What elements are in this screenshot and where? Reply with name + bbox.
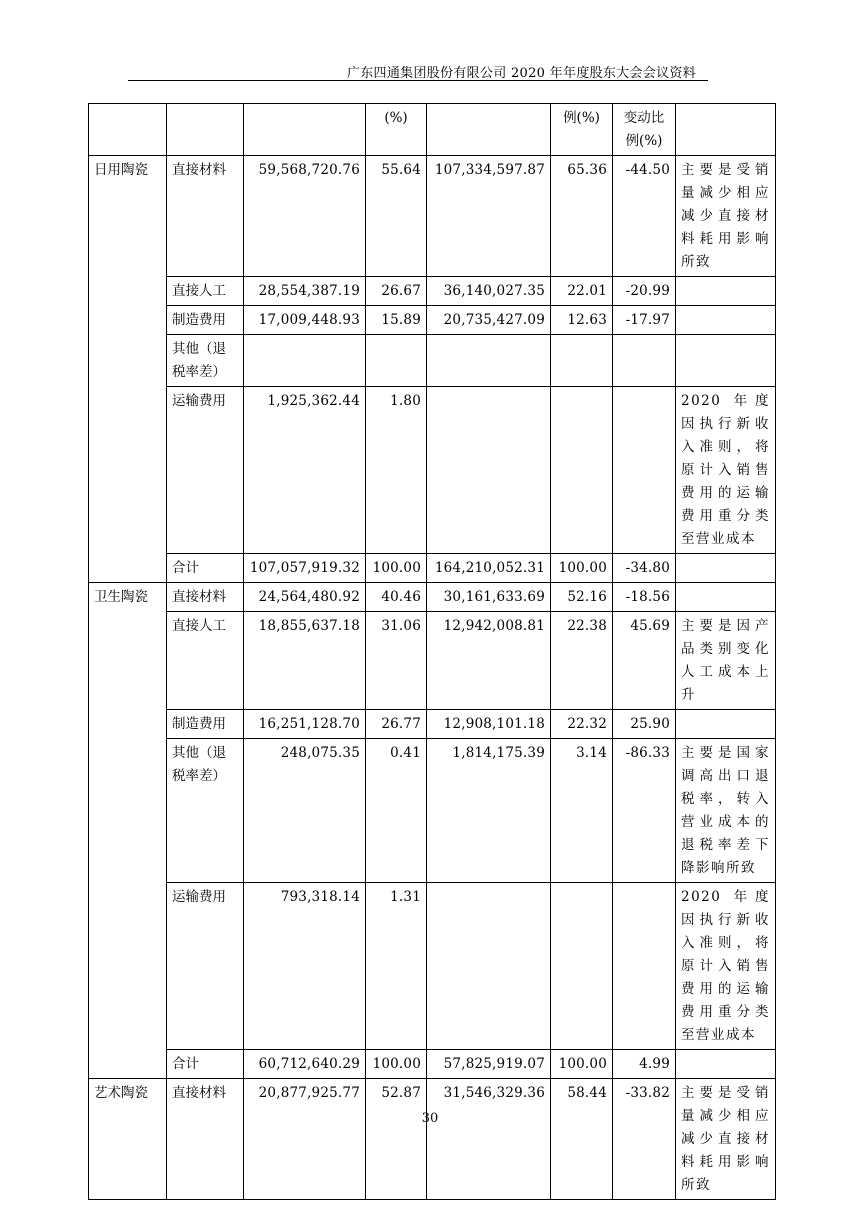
amount-cell: 17,009,448.93: [244, 306, 366, 335]
note-cell: [676, 277, 776, 306]
prev-pct-cell: 52.16: [551, 583, 613, 612]
change-cell: -20.99: [613, 277, 676, 306]
header-cell-change: 变动比例(%): [613, 104, 676, 156]
prev-amount-cell: [427, 335, 551, 387]
prev-amount-cell: 164,210,052.31: [427, 554, 551, 583]
pct-cell: 15.89: [366, 306, 427, 335]
prev-pct-cell: 100.00: [551, 554, 613, 583]
header-cell: [89, 104, 167, 156]
note-cell: [676, 583, 776, 612]
prev-pct-cell: 22.38: [551, 612, 613, 710]
table-row: [89, 335, 776, 387]
change-cell: -44.50: [613, 156, 676, 277]
note-cell: 2020 年度因执行新收入准则，将原计入销售费用的运输费用重分类至营业成本: [676, 387, 776, 554]
header-cell: [427, 104, 551, 156]
amount-cell: 59,568,720.76: [244, 156, 366, 277]
category-cell: 卫生陶瓷: [89, 583, 167, 1079]
prev-amount-cell: 57,825,919.07: [427, 1050, 551, 1079]
pct-cell: 0.41: [366, 739, 427, 883]
note-cell: 主要是受销量减少相应减少直接材料耗用影响所致: [676, 156, 776, 277]
prev-pct-cell: 22.01: [551, 277, 613, 306]
header-cell-pct: (%): [366, 104, 427, 156]
amount-cell: 1,925,362.44: [244, 387, 366, 554]
change-cell: -34.80: [613, 554, 676, 583]
prev-pct-cell: 100.00: [551, 1050, 613, 1079]
change-cell: -18.56: [613, 583, 676, 612]
item-cell: 直接人工: [167, 612, 244, 710]
item-cell: 直接人工: [167, 277, 244, 306]
prev-pct-cell: [551, 335, 613, 387]
table-row: [89, 739, 776, 883]
pct-cell: 1.80: [366, 387, 427, 554]
table-row: [89, 306, 776, 335]
note-cell: 主要是受销量减少相应减少直接材料耗用影响所致: [676, 1079, 776, 1200]
prev-amount-cell: 20,735,427.09: [427, 306, 551, 335]
prev-pct-cell: 22.32: [551, 710, 613, 739]
change-cell: -86.33: [613, 739, 676, 883]
amount-cell: 60,712,640.29: [244, 1050, 366, 1079]
item-cell: 直接材料: [167, 1079, 244, 1200]
item-cell: 合计: [167, 1050, 244, 1079]
change-cell: -17.97: [613, 306, 676, 335]
prev-amount-cell: 30,161,633.69: [427, 583, 551, 612]
table-row: [89, 583, 776, 612]
item-cell: 合计: [167, 554, 244, 583]
pct-cell: [366, 335, 427, 387]
prev-amount-cell: 107,334,597.87: [427, 156, 551, 277]
note-cell: [676, 335, 776, 387]
item-cell: 直接材料: [167, 156, 244, 277]
pct-cell: 31.06: [366, 612, 427, 710]
prev-pct-cell: 65.36: [551, 156, 613, 277]
table-row: [89, 883, 776, 1050]
pct-cell: 1.31: [366, 883, 427, 1050]
item-cell: 运输费用: [167, 883, 244, 1050]
table-row: [89, 612, 776, 710]
change-cell: -33.82: [613, 1079, 676, 1200]
table-row: [89, 1079, 776, 1200]
note-cell: 2020 年度因执行新收入准则，将原计入销售费用的运输费用重分类至营业成本: [676, 883, 776, 1050]
item-cell: 其他（退税率差）: [167, 335, 244, 387]
note-cell: 主要是因产品类别变化人工成本上升: [676, 612, 776, 710]
prev-pct-cell: 58.44: [551, 1079, 613, 1200]
pct-cell: 26.67: [366, 277, 427, 306]
prev-pct-cell: 3.14: [551, 739, 613, 883]
header-cell: [676, 104, 776, 156]
amount-cell: 793,318.14: [244, 883, 366, 1050]
prev-amount-cell: [427, 883, 551, 1050]
category-cell: 艺术陶瓷: [89, 1079, 167, 1200]
change-cell: 25.90: [613, 710, 676, 739]
prev-pct-cell: 12.63: [551, 306, 613, 335]
table-row: [89, 554, 776, 583]
item-cell: 制造费用: [167, 710, 244, 739]
pct-cell: 100.00: [366, 554, 427, 583]
prev-amount-cell: 36,140,027.35: [427, 277, 551, 306]
table-row: [89, 277, 776, 306]
cost-table: [88, 103, 776, 1200]
amount-cell: [244, 335, 366, 387]
amount-cell: 20,877,925.77: [244, 1079, 366, 1200]
prev-amount-cell: 12,942,008.81: [427, 612, 551, 710]
pct-cell: 55.64: [366, 156, 427, 277]
item-cell: 制造费用: [167, 306, 244, 335]
item-cell: 直接材料: [167, 583, 244, 612]
page-number: 30: [421, 1111, 439, 1126]
pct-cell: 40.46: [366, 583, 427, 612]
header-cell: [167, 104, 244, 156]
note-cell: 主要是国家调高出口退税率，转入营业成本的退税率差下降影响所致: [676, 739, 776, 883]
change-cell: [613, 335, 676, 387]
category-cell: 日用陶瓷: [89, 156, 167, 583]
header-cell: [244, 104, 366, 156]
pct-cell: 100.00: [366, 1050, 427, 1079]
pct-cell: 26.77: [366, 710, 427, 739]
note-cell: [676, 1050, 776, 1079]
pct-cell: 52.87: [366, 1079, 427, 1200]
amount-cell: 16,251,128.70: [244, 710, 366, 739]
amount-cell: 24,564,480.92: [244, 583, 366, 612]
amount-cell: 107,057,919.32: [244, 554, 366, 583]
header-title: 广东四通集团股份有限公司 2020 年年度股东大会会议资料: [346, 66, 696, 81]
change-cell: [613, 387, 676, 554]
amount-cell: 18,855,637.18: [244, 612, 366, 710]
prev-amount-cell: 31,546,329.36: [427, 1079, 551, 1200]
change-cell: 45.69: [613, 612, 676, 710]
amount-cell: 248,075.35: [244, 739, 366, 883]
note-cell: [676, 554, 776, 583]
prev-pct-cell: [551, 387, 613, 554]
item-cell: 运输费用: [167, 387, 244, 554]
prev-pct-cell: [551, 883, 613, 1050]
note-cell: [676, 306, 776, 335]
table-row: [89, 156, 776, 277]
table-row: [89, 1050, 776, 1079]
change-cell: 4.99: [613, 1050, 676, 1079]
header-cell-prev-pct: 例(%): [551, 104, 613, 156]
prev-amount-cell: 1,814,175.39: [427, 739, 551, 883]
note-cell: [676, 710, 776, 739]
change-cell: [613, 883, 676, 1050]
page-header: [128, 60, 708, 81]
table-header-row: [89, 104, 776, 156]
prev-amount-cell: 12,908,101.18: [427, 710, 551, 739]
table-row: [89, 710, 776, 739]
amount-cell: 28,554,387.19: [244, 277, 366, 306]
item-cell: 其他（退税率差）: [167, 739, 244, 883]
table-row: [89, 387, 776, 554]
prev-amount-cell: [427, 387, 551, 554]
